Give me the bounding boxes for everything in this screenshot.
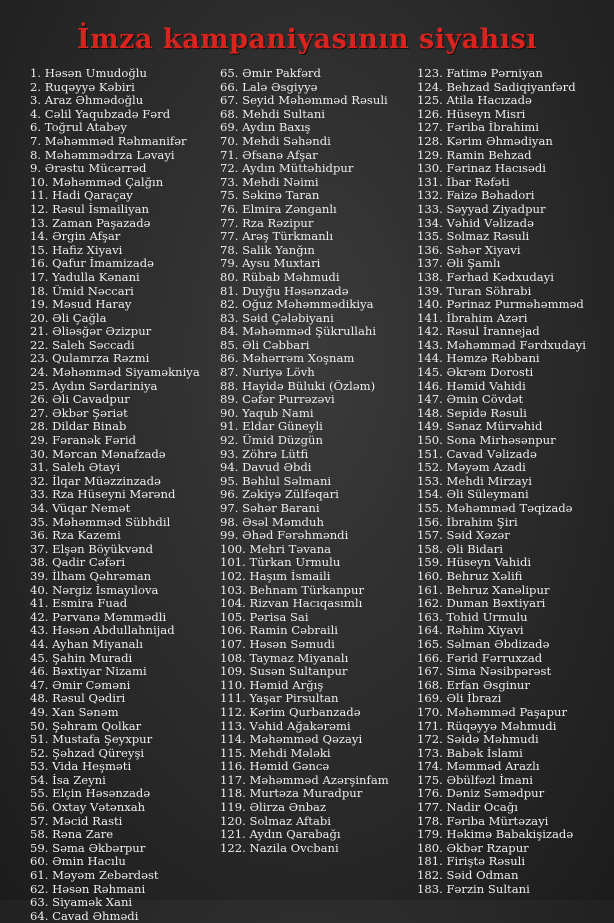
list-item: 90. Yaqub Nami (220, 406, 314, 420)
list-item: 133. Səyyad Ziyadpur (417, 202, 546, 216)
list-item: 7. Məhəmməd Rəhmanifər (30, 134, 187, 148)
list-item: 27. Əkbər Şəriət (30, 406, 128, 420)
list-item: 75. Səkinə Taran (220, 189, 320, 203)
list-item: 124. Behzad Sadiqiyanfərd (417, 80, 576, 94)
list-item: 11. Hadi Qaraçay (30, 189, 133, 203)
list-item: 21. Əliəsğər Əzizpur (30, 325, 152, 339)
list-item: 142. Rəsul İrannejad (417, 325, 540, 339)
list-item: 154. Əli Süleymani (417, 488, 529, 502)
list-item: 159. Hüseyn Vahidi (417, 556, 532, 570)
list-item: 33. Rza Hüseyni Mərənd (30, 488, 176, 502)
list-item: 114. Məhəmməd Qəzayi (220, 733, 363, 747)
list-item: 165. Səlman Əbdizadə (417, 637, 550, 651)
list-item: 29. Fəranək Fərid (30, 434, 137, 448)
list-item: 13. Zaman Paşazadə (30, 216, 151, 230)
list-item: 66. Lalə Əsgiyyə (220, 80, 318, 94)
list-item: 134. Vəhid Vəlizadə (417, 216, 534, 230)
list-item: 44. Ayhan Miyanalı (30, 637, 143, 651)
list-item: 153. Mehdi Mirzayi (417, 474, 532, 488)
list-item: 56. Oxtay Vətənxah (30, 801, 146, 815)
list-item: 25. Aydın Sərdariniya (30, 379, 158, 393)
list-item: 117. Məhəmməd Azərşinfam (220, 773, 389, 787)
list-item: 116. Həmid Gəncə (220, 760, 330, 774)
list-item: 98. Əsəl Məmduh (220, 515, 324, 529)
list-item: 155. Məhəmməd Təqizadə (417, 502, 573, 515)
list-item: 4. Cəlil Yaqubzadə Fərd (30, 107, 171, 121)
list-item: 55. Elçin Həsənzadə (30, 787, 151, 801)
list-item: 128. Kərim Əhmədiyan (417, 134, 553, 148)
list-item: 167. Sima Nəsibpərəst (417, 665, 552, 679)
list-item: 58. Rəna Zare (30, 828, 114, 842)
list-item: 102. Haşım İsmaili (220, 569, 331, 583)
list-item: 166. Fərid Fərruxzad (417, 651, 543, 665)
list-item: 16. Qafur İmamizadə (30, 257, 155, 271)
list-item: 40. Nərgiz İsmayılova (30, 583, 159, 597)
list-item: 76. Elmira Zənganlı (220, 202, 337, 216)
list-item: 162. Duman Bəxtiyari (417, 597, 546, 611)
list-item: 57. Məcid Rasti (30, 814, 123, 828)
list-item: 51. Mustafa Şeyxpur (30, 733, 153, 747)
list-item: 182. Səid Odman (417, 869, 519, 883)
list-item: 52. Şəhzad Qüreyşi (30, 746, 145, 760)
list-item: 181. Firiştə Rəsuli (417, 855, 526, 869)
name-list-column-3 (417, 67, 612, 896)
list-item: 125. Atila Hacızadə (417, 94, 532, 108)
list-item: 112. Kərim Qurbanzadə (220, 705, 361, 719)
list-item: 139. Turan Söhrabi (417, 284, 532, 298)
list-item: 168. Erfan Əsginur (417, 678, 530, 692)
list-item: 140. Pərinaz Purməhəmməd (417, 298, 584, 312)
list-item: 72. Aydın Müttəhidpur (220, 162, 354, 176)
list-item: 145. Əkrəm Dorosti (417, 366, 534, 380)
list-item: 45. Şahin Muradi (30, 651, 133, 665)
list-item: 50. Şəhram Qolkar (30, 719, 142, 733)
list-item: 6. Toğrul Atabəy (30, 121, 127, 135)
list-item: 88. Hayidə Büluki (Özləm) (220, 379, 376, 393)
list-item: 170. Məhəmməd Paşapur (417, 705, 567, 719)
list-item: 164. Rəhim Xiyavi (417, 624, 524, 638)
list-item: 93. Zöhrə Lütfi (220, 447, 309, 461)
list-item: 1. Həsən Umudoğlu (30, 67, 147, 80)
list-item: 62. Həsən Rəhmani (30, 882, 146, 896)
name-list-column-2 (220, 67, 415, 855)
list-item: 157. Səid Xəzər (417, 529, 510, 543)
list-item: 8. Məhəmmədrza Ləvayi (30, 148, 175, 162)
list-item: 147. Əmin Cövdət (417, 393, 524, 407)
list-item: 83. Səid Çələbiyani (220, 311, 334, 325)
list-item: 127. Fəriba İbrahimi (417, 121, 540, 135)
list-item: 37. Elşən Böyükvənd (30, 542, 154, 556)
list-item: 73. Mehdi Nəimi (220, 175, 319, 189)
list-item: 103. Behnam Türkanpur (220, 583, 364, 597)
list-item: 39. İlham Qəhrəman (30, 569, 152, 583)
list-item: 18. Ümid Nəccari (30, 284, 134, 298)
list-item: 92. Ümid Düzgün (220, 434, 323, 448)
list-item: 97. Səhər Barani (220, 502, 320, 515)
list-item: 46. Bəxtiyar Nizami (30, 665, 147, 679)
list-item: 17. Yadulla Kənani (30, 270, 140, 284)
list-item: 64. Cavad Əhmədi (30, 909, 139, 923)
list-item: 19. Məsud Haray (30, 298, 132, 312)
list-item: 68. Mehdi Sultani (220, 107, 326, 121)
list-item: 144. Həmzə Rəbbani (417, 352, 540, 366)
list-item: 119. Əlirza Ənbaz (220, 801, 327, 815)
page-title: İmza kampaniyasının siyahısı (76, 24, 537, 55)
list-item: 109. Susən Sultanpur (220, 665, 348, 679)
list-item: 169. Əli İbrazi (417, 692, 502, 706)
list-item: 96. Zəkiyə Zülfəqari (220, 488, 339, 502)
list-item: 172. Səidə Məhmudi (417, 733, 539, 747)
list-item: 105. Pərisa Sai (220, 610, 309, 624)
list-item: 2. Ruqəyyə Kəbiri (30, 80, 135, 94)
list-item: 123. Fatimə Pərniyan (417, 67, 543, 80)
list-item: 99. Əhəd Fərəhməndi (220, 529, 349, 543)
list-item: 14. Ərgin Afşar (30, 230, 121, 244)
list-item: 178. Fəriba Mürtəzayi (417, 814, 549, 828)
list-item: 71. Əfsanə Afşar (220, 148, 318, 162)
list-item: 121. Aydın Qarabağı (220, 828, 341, 842)
list-item: 10. Məhəmməd Çalğın (30, 175, 164, 189)
list-item: 118. Murtəza Muradpur (220, 787, 363, 801)
list-item: 80. Rübab Məhmudi (220, 270, 340, 284)
list-item: 152. Məyəm Azadi (417, 461, 526, 475)
list-item: 67. Seyid Məhəmməd Rəsuli (220, 94, 388, 108)
list-item: 77. Arəş Türkmanlı (220, 230, 334, 244)
list-item: 69. Aydın Baxış (220, 121, 311, 135)
list-item: 34. Vüqar Nemət (30, 502, 131, 515)
name-list-column-1 (30, 67, 218, 923)
list-item: 28. Dildar Binab (30, 420, 127, 434)
list-item: 110. Həmid Arğış (220, 678, 324, 692)
list-item: 180. Əkbər Rzapur (417, 841, 529, 855)
list-item: 174. Məmməd Arazlı (417, 760, 540, 774)
list-item: 30. Mərcan Mənafzadə (30, 447, 166, 461)
list-item: 100. Mehri Təvana (220, 542, 332, 556)
list-item: 48. Rəsul Qədiri (30, 692, 126, 706)
list-item: 136. Səhər Xiyavi (417, 243, 521, 257)
list-item: 85. Əli Cəbbari (220, 338, 310, 352)
list-item: 143. Məhəmməd Fərdxudayi (417, 338, 586, 352)
list-item: 148. Sepidə Rəsuli (417, 406, 527, 420)
list-item: 77. Rza Rəzipur (220, 216, 314, 230)
list-item: 120. Solmaz Aftabi (220, 814, 331, 828)
list-item: 12. Rəsul İsmailiyan (30, 202, 150, 216)
list-item: 111. Yaşar Pirsultan (220, 692, 339, 706)
list-item: 26. Əli Cavadpur (30, 393, 130, 407)
list-item: 131. İbar Rəfəti (417, 175, 510, 189)
list-item: 43. Həsən Abdullahnijad (30, 624, 175, 638)
list-item: 53. Vida Heşməti (30, 760, 132, 774)
list-item: 129. Ramin Behzad (417, 148, 532, 162)
list-item: 31. Saleh Ətayi (30, 461, 121, 475)
list-item: 32. İlqar Müəzzinzadə (30, 474, 161, 488)
list-item: 158. Əli Bidari (417, 542, 503, 556)
list-item: 156. İbrahim Şiri (417, 515, 518, 529)
list-item: 91. Eldar Güneyli (220, 420, 323, 434)
list-item: 113. Vəhid Ağakərəmi (220, 719, 351, 733)
list-item: 20. Əli Çağla (30, 311, 107, 325)
list-item: 41. Esmira Fuad (30, 597, 128, 611)
list-item: 175. Əbülfəzl İmani (417, 773, 533, 787)
list-item: 47. Əmir Cəməni (30, 678, 131, 692)
list-item: 60. Əmin Hacılu (30, 855, 126, 869)
list-item: 126. Hüseyn Misri (417, 107, 526, 121)
list-item: 24. Məhəmməd Siyaməkniya (30, 366, 200, 380)
list-item: 122. Nazila Ovcbani (220, 841, 339, 855)
list-item: 78. Salik Yanğın (220, 243, 315, 257)
list-item: 161. Behruz Xanəlipur (417, 583, 550, 597)
list-item: 95. Bəhlul Səlmani (220, 474, 332, 488)
list-item: 183. Fərzin Sultani (417, 882, 530, 896)
list-item: 149. Sənaz Mürvəhid (417, 420, 543, 434)
list-item: 59. Səma Əkbərpur (30, 841, 146, 855)
list-item: 36. Rza Kazemi (30, 529, 121, 543)
list-item: 163. Tohid Urmulu (417, 610, 528, 624)
list-item: 65. Əmir Pakfərd (220, 67, 321, 80)
list-item: 79. Aysu Muxtari (220, 257, 321, 271)
list-item: 130. Fərinaz Hacısədi (417, 162, 546, 176)
list-item: 9. Ərəstu Mücərrəd (30, 162, 147, 176)
list-item: 38. Qadir Cəfəri (30, 556, 126, 570)
list-item: 132. Faizə Bəhadori (417, 189, 535, 203)
list-item: 82. Oğuz Məhəmmədikiya (220, 298, 374, 312)
list-item: 22. Saleh Səccadi (30, 338, 135, 352)
list-item: 70. Mehdi Səhəndi (220, 134, 331, 148)
list-item: 151. Cavad Vəlizadə (417, 447, 537, 461)
list-item: 160. Behruz Xəlifi (417, 569, 523, 583)
list-item: 35. Məhəmməd Sübhdil (30, 515, 171, 529)
list-item: 177. Nadir Ocağı (417, 801, 518, 815)
list-item: 173. Babək İslami (417, 746, 523, 760)
list-item: 3. Araz Əhmədoğlu (30, 94, 144, 108)
list-item: 179. Həkimə Babakişizadə (417, 828, 574, 842)
list-item: 137. Əli Şamlı (417, 257, 501, 271)
list-item: 141. İbrahim Azəri (417, 311, 528, 325)
list-item: 23. Qulamrza Rəzmi (30, 352, 150, 366)
list-item: 94. Davud Əbdi (220, 461, 312, 475)
list-item: 63. Siyamək Xani (30, 896, 133, 910)
list-item: 171. Rüqəyyə Məhmudi (417, 719, 557, 733)
list-item: 84. Məhəmməd Şükrullahi (220, 325, 377, 339)
list-item: 135. Solmaz Rəsuli (417, 230, 530, 244)
list-item: 138. Fərhad Kədxudayi (417, 270, 554, 284)
list-item: 86. Məhərrəm Xoşnam (220, 352, 355, 366)
list-item: 49. Xan Sənəm (30, 705, 119, 719)
list-item: 101. Türkan Urmulu (220, 556, 341, 570)
list-item: 81. Duyğu Həsənzadə (220, 284, 349, 298)
list-item: 107. Həsən Səmudi (220, 637, 335, 651)
list-item: 42. Pərvanə Məmmədli (30, 610, 167, 624)
list-item: 176. Dəniz Səmədpur (417, 787, 545, 801)
list-item: 104. Rizvan Hacıqasımlı (220, 597, 363, 611)
list-item: 87. Nuriyə Lövh (220, 366, 315, 380)
list-item: 106. Ramin Cəbraili (220, 624, 338, 638)
list-item: 115. Mehdi Mələki (220, 746, 331, 760)
list-item: 54. İsa Zeyni (30, 773, 106, 787)
list-item: 89. Cəfər Purrəzəvi (220, 393, 335, 407)
list-item: 61. Məyəm Zebərdəst (30, 869, 159, 883)
list-item: 150. Sona Mirhəsənpur (417, 434, 556, 448)
list-item: 108. Taymaz Miyanalı (220, 651, 349, 665)
list-item: 15. Hafiz Xiyavi (30, 243, 123, 257)
list-item: 146. Həmid Vahidi (417, 379, 526, 393)
